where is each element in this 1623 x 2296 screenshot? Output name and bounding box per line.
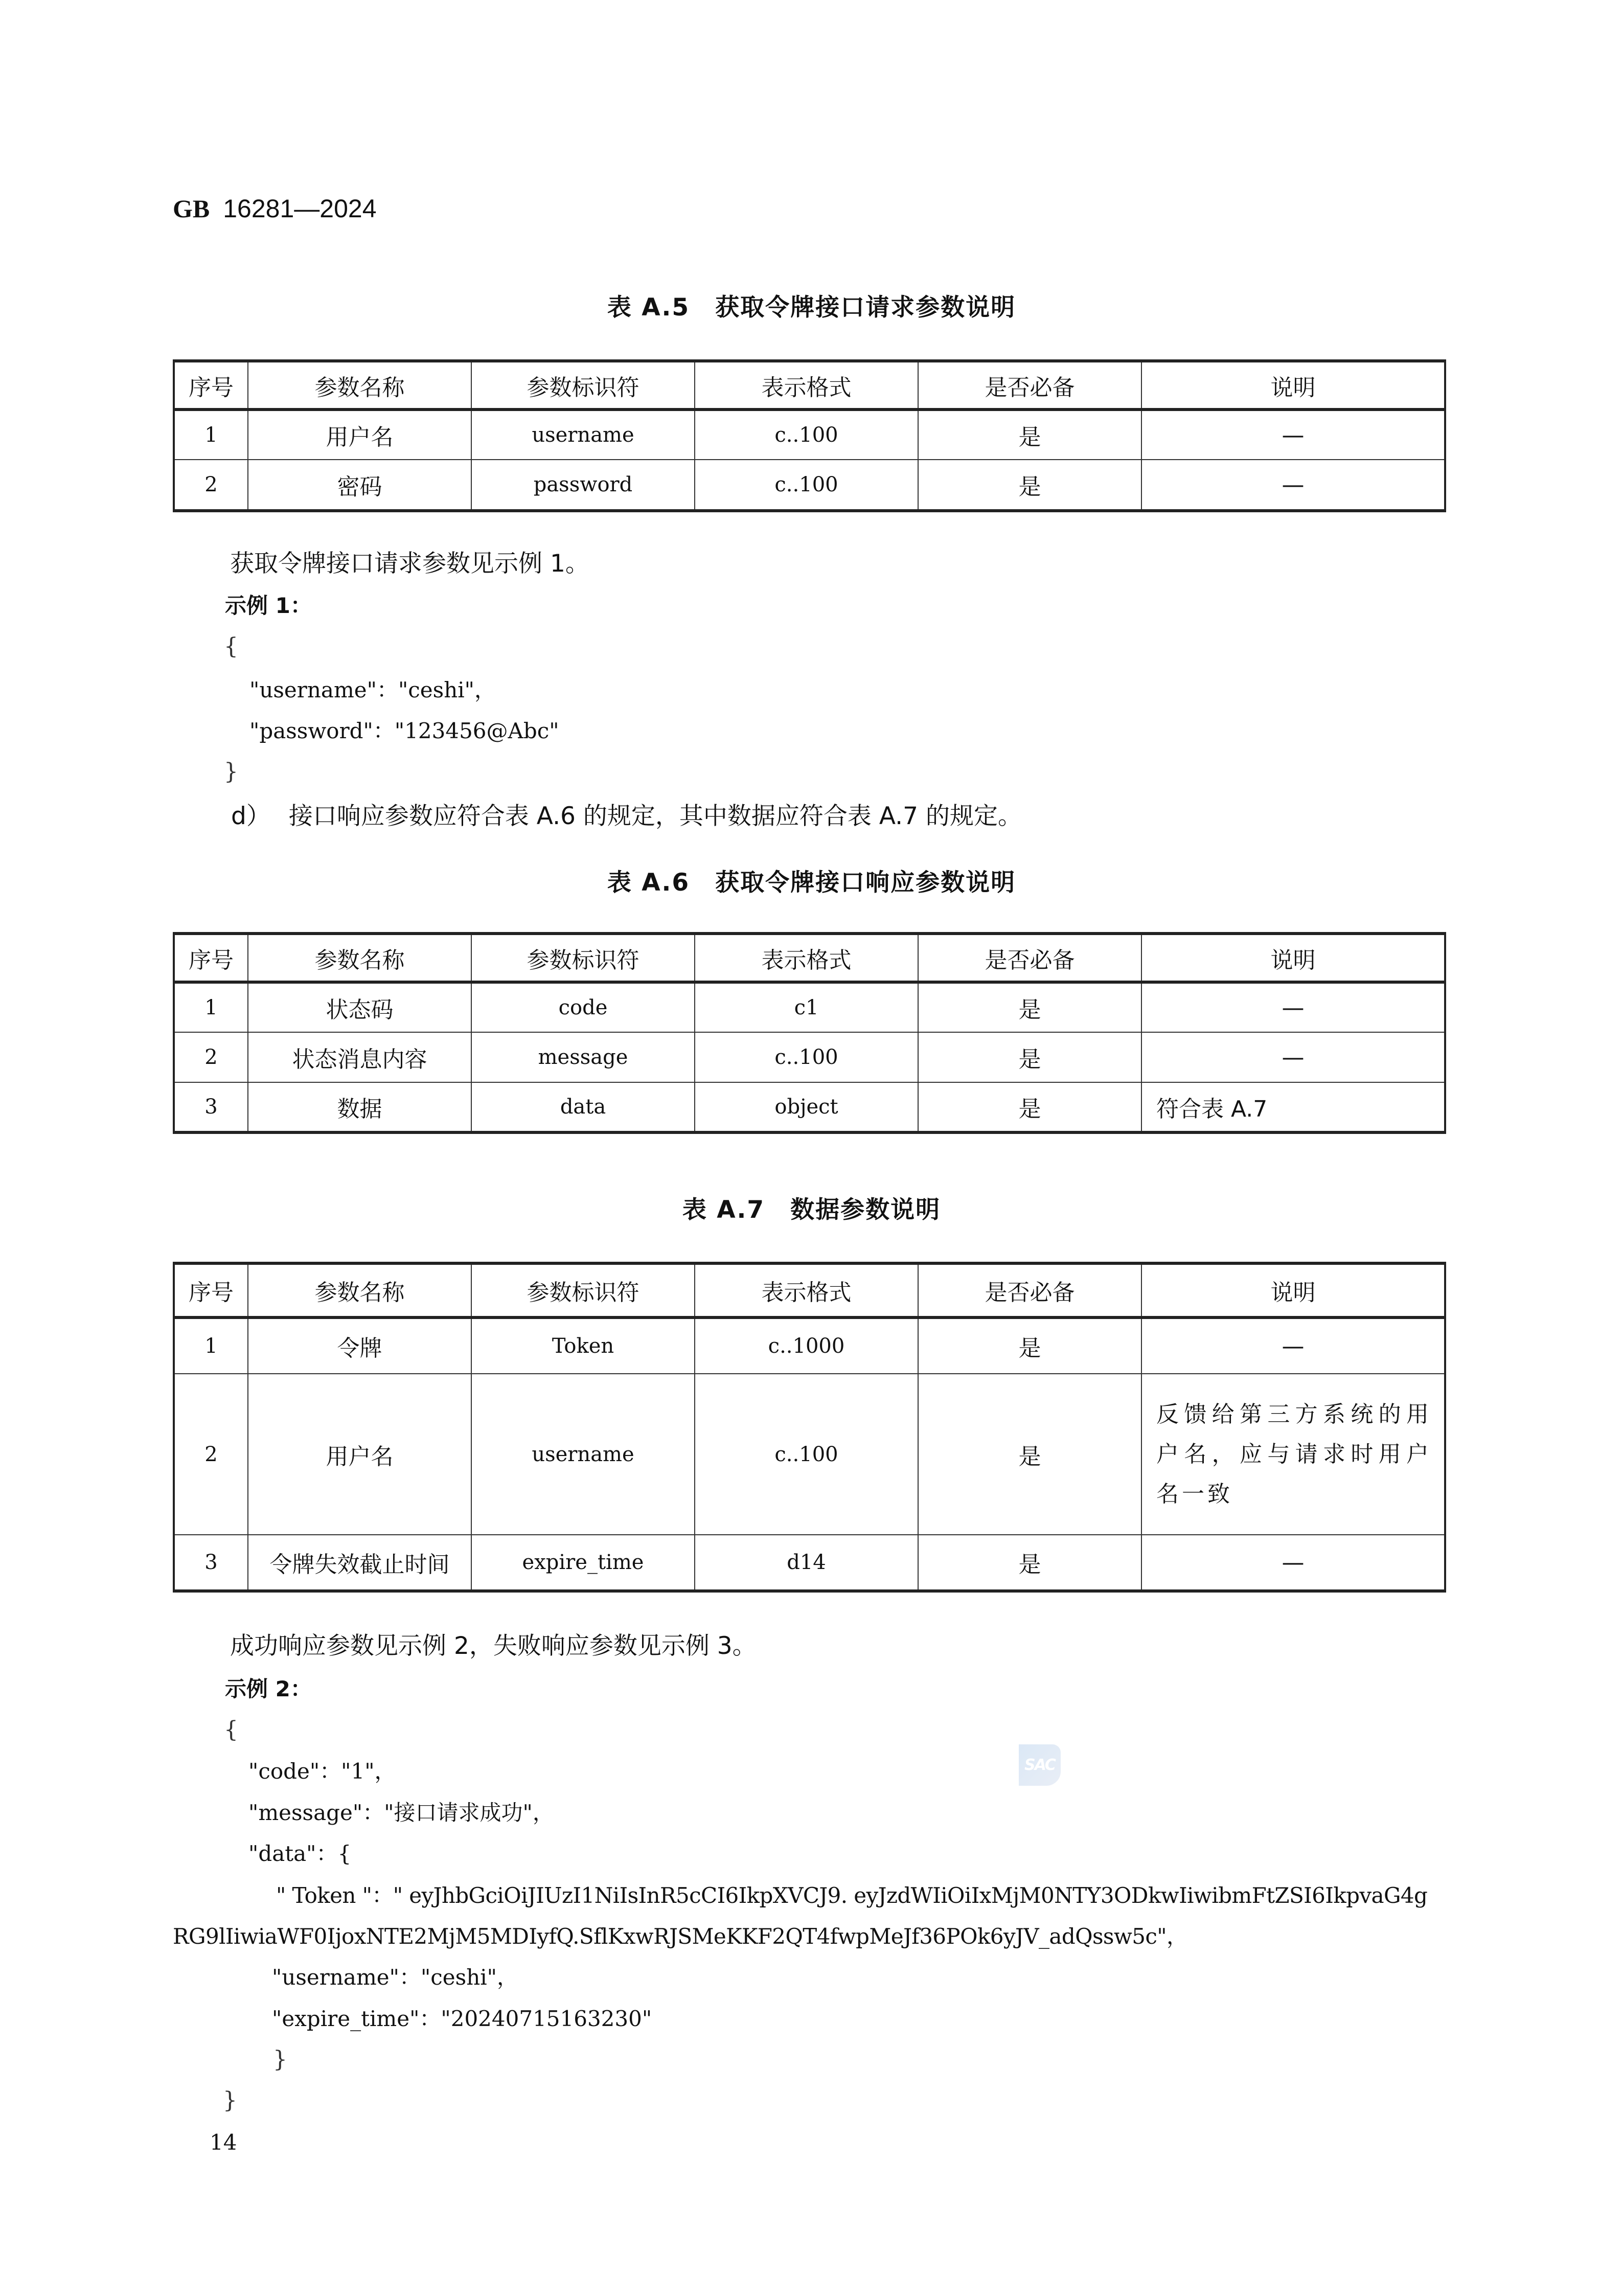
column-header: 是否必备 — [918, 361, 1141, 410]
cell-description: — — [1141, 982, 1445, 1032]
cell-identifier: expire_time — [471, 1535, 695, 1591]
cell-format: c1 — [695, 982, 918, 1032]
example2-line-username: "username"："ceshi"， — [272, 1965, 518, 1990]
cell-description: — — [1141, 1317, 1445, 1374]
cell-index: 2 — [174, 460, 248, 511]
table-a5 — [173, 359, 1446, 512]
cell-description: — — [1141, 460, 1445, 511]
column-header: 参数名称 — [248, 934, 471, 982]
cell-required: 是 — [918, 410, 1141, 460]
cell-index: 2 — [174, 1374, 248, 1535]
cell-param-name: 数据 — [248, 1082, 471, 1132]
standard-code: GB — [173, 194, 210, 223]
column-header: 参数名称 — [248, 1263, 471, 1317]
cell-param-name: 状态码 — [248, 982, 471, 1032]
cell-required: 是 — [918, 1317, 1141, 1374]
cell-description: — — [1141, 1032, 1445, 1082]
column-header: 说明 — [1141, 1263, 1445, 1317]
column-header: 是否必备 — [918, 934, 1141, 982]
example2-line-expire: "expire_time"："20240715163230" — [272, 2006, 652, 2031]
column-header: 表示格式 — [695, 934, 918, 982]
column-header: 序号 — [174, 1263, 248, 1317]
paragraph-d-text: 接口响应参数应符合表 A.6 的规定，其中数据应符合表 A.7 的规定。 — [288, 802, 1022, 830]
cell-identifier: data — [471, 1082, 695, 1132]
cell-param-name: 密码 — [248, 460, 471, 511]
cell-required: 是 — [918, 1082, 1141, 1132]
cell-format: c..100 — [695, 460, 918, 511]
cell-identifier: code — [471, 982, 695, 1032]
cell-index: 1 — [174, 1317, 248, 1374]
cell-index: 2 — [174, 1032, 248, 1082]
table-a7-title — [0, 1195, 1623, 1225]
table-row — [174, 1374, 1445, 1535]
table-header-row — [174, 1263, 1445, 1317]
table-row — [174, 1535, 1445, 1591]
sac-watermark-logo — [1019, 1744, 1061, 1786]
cell-identifier: Token — [471, 1317, 695, 1374]
column-header: 参数标识符 — [471, 361, 695, 410]
cell-required: 是 — [918, 460, 1141, 511]
watermark-text: SAC — [1024, 1756, 1055, 1774]
example1-open-brace: { — [224, 633, 238, 660]
table-row — [174, 1082, 1445, 1132]
example1-label: 示例 1： — [225, 593, 312, 618]
paragraph-example2-ref: 成功响应参数见示例 2，失败响应参数见示例 3。 — [230, 1632, 757, 1660]
cell-required: 是 — [918, 1535, 1141, 1591]
cell-required: 是 — [918, 1374, 1141, 1535]
table-a7-label: 表 A.7 — [682, 1196, 765, 1224]
cell-description: — — [1141, 410, 1445, 460]
page-number: 14 — [210, 2130, 237, 2155]
cell-index: 3 — [174, 1535, 248, 1591]
cell-param-name: 状态消息内容 — [248, 1032, 471, 1082]
cell-required: 是 — [918, 1032, 1141, 1082]
cell-format: c..100 — [695, 410, 918, 460]
column-header: 表示格式 — [695, 1263, 918, 1317]
table-row — [174, 460, 1445, 511]
cell-format: c..100 — [695, 1374, 918, 1535]
table-header-row — [174, 361, 1445, 410]
paragraph-d — [231, 801, 1022, 832]
example2-data-close-brace: } — [273, 2047, 287, 2073]
example2-token-line1: " Token "：" eyJhbGciOiJIUzI1NiIsInR5cCI6IkpXVCJ9. eyJzdWIiOiIxMjM0NTY3ODkwIiwibmFtZSI6IkpvaG4g — [276, 1883, 1428, 1908]
standard-number: 16281—2024 — [223, 194, 377, 223]
table-a7 — [173, 1262, 1446, 1593]
table-a6-title — [0, 868, 1623, 898]
cell-param-name: 用户名 — [248, 410, 471, 460]
cell-index: 1 — [174, 982, 248, 1032]
table-a6-caption: 获取令牌接口响应参数说明 — [715, 869, 1016, 897]
column-header: 说明 — [1141, 361, 1445, 410]
cell-index: 3 — [174, 1082, 248, 1132]
table-a6-label: 表 A.6 — [607, 869, 690, 897]
column-header: 表示格式 — [695, 361, 918, 410]
table-a6 — [173, 932, 1446, 1134]
example2-label: 示例 2： — [225, 1676, 312, 1701]
example2-close-brace: } — [223, 2087, 237, 2113]
column-header: 序号 — [174, 361, 248, 410]
cell-format: d14 — [695, 1535, 918, 1591]
cell-required: 是 — [918, 982, 1141, 1032]
list-marker-d: d） — [231, 802, 270, 830]
cell-description: 符合表 A.7 — [1141, 1082, 1445, 1132]
column-header: 序号 — [174, 934, 248, 982]
table-a5-title — [0, 292, 1623, 323]
cell-param-name: 令牌 — [248, 1317, 471, 1374]
standard-header — [173, 193, 377, 224]
cell-identifier: message — [471, 1032, 695, 1082]
cell-description: — — [1141, 1535, 1445, 1591]
column-header: 是否必备 — [918, 1263, 1141, 1317]
cell-index: 1 — [174, 410, 248, 460]
cell-description: 反馈给第三方系统的用户名，应与请求时用户名一致 — [1141, 1374, 1445, 1535]
paragraph-example1-ref: 获取令牌接口请求参数见示例 1。 — [230, 550, 589, 578]
table-a5-caption: 获取令牌接口请求参数说明 — [715, 293, 1016, 322]
cell-format: c..1000 — [695, 1317, 918, 1374]
example2-line-data-open: "data"：{ — [248, 1841, 352, 1866]
example2-line-message: "message"："接口请求成功"， — [248, 1800, 554, 1825]
cell-param-name: 令牌失效截止时间 — [248, 1535, 471, 1591]
column-header: 参数名称 — [248, 361, 471, 410]
example2-open-brace: { — [224, 1717, 238, 1743]
example2-token-line2: RG9lIiwiaWF0IjoxNTE2MjM5MDIyfQ.SflKxwRJSMeKKF2QT4fwpMeJf36POk6yJV_adQssw5c"， — [173, 1924, 1188, 1949]
table-row — [174, 1032, 1445, 1082]
table-a5-label: 表 A.5 — [607, 293, 690, 322]
cell-param-name: 用户名 — [248, 1374, 471, 1535]
table-row — [174, 410, 1445, 460]
example1-line-username: "username"："ceshi"， — [249, 677, 496, 702]
column-header: 参数标识符 — [471, 1263, 695, 1317]
cell-identifier: username — [471, 1374, 695, 1535]
example2-line-code: "code"："1"， — [248, 1759, 396, 1784]
cell-format: object — [695, 1082, 918, 1132]
example1-line-password: "password"："123456@Abc" — [249, 718, 559, 743]
column-header: 说明 — [1141, 934, 1445, 982]
table-header-row — [174, 934, 1445, 982]
example1-close-brace: } — [224, 759, 238, 785]
table-row — [174, 982, 1445, 1032]
table-a7-caption: 数据参数说明 — [790, 1196, 941, 1224]
cell-identifier: password — [471, 460, 695, 511]
cell-identifier: username — [471, 410, 695, 460]
column-header: 参数标识符 — [471, 934, 695, 982]
table-row — [174, 1317, 1445, 1374]
cell-format: c..100 — [695, 1032, 918, 1082]
